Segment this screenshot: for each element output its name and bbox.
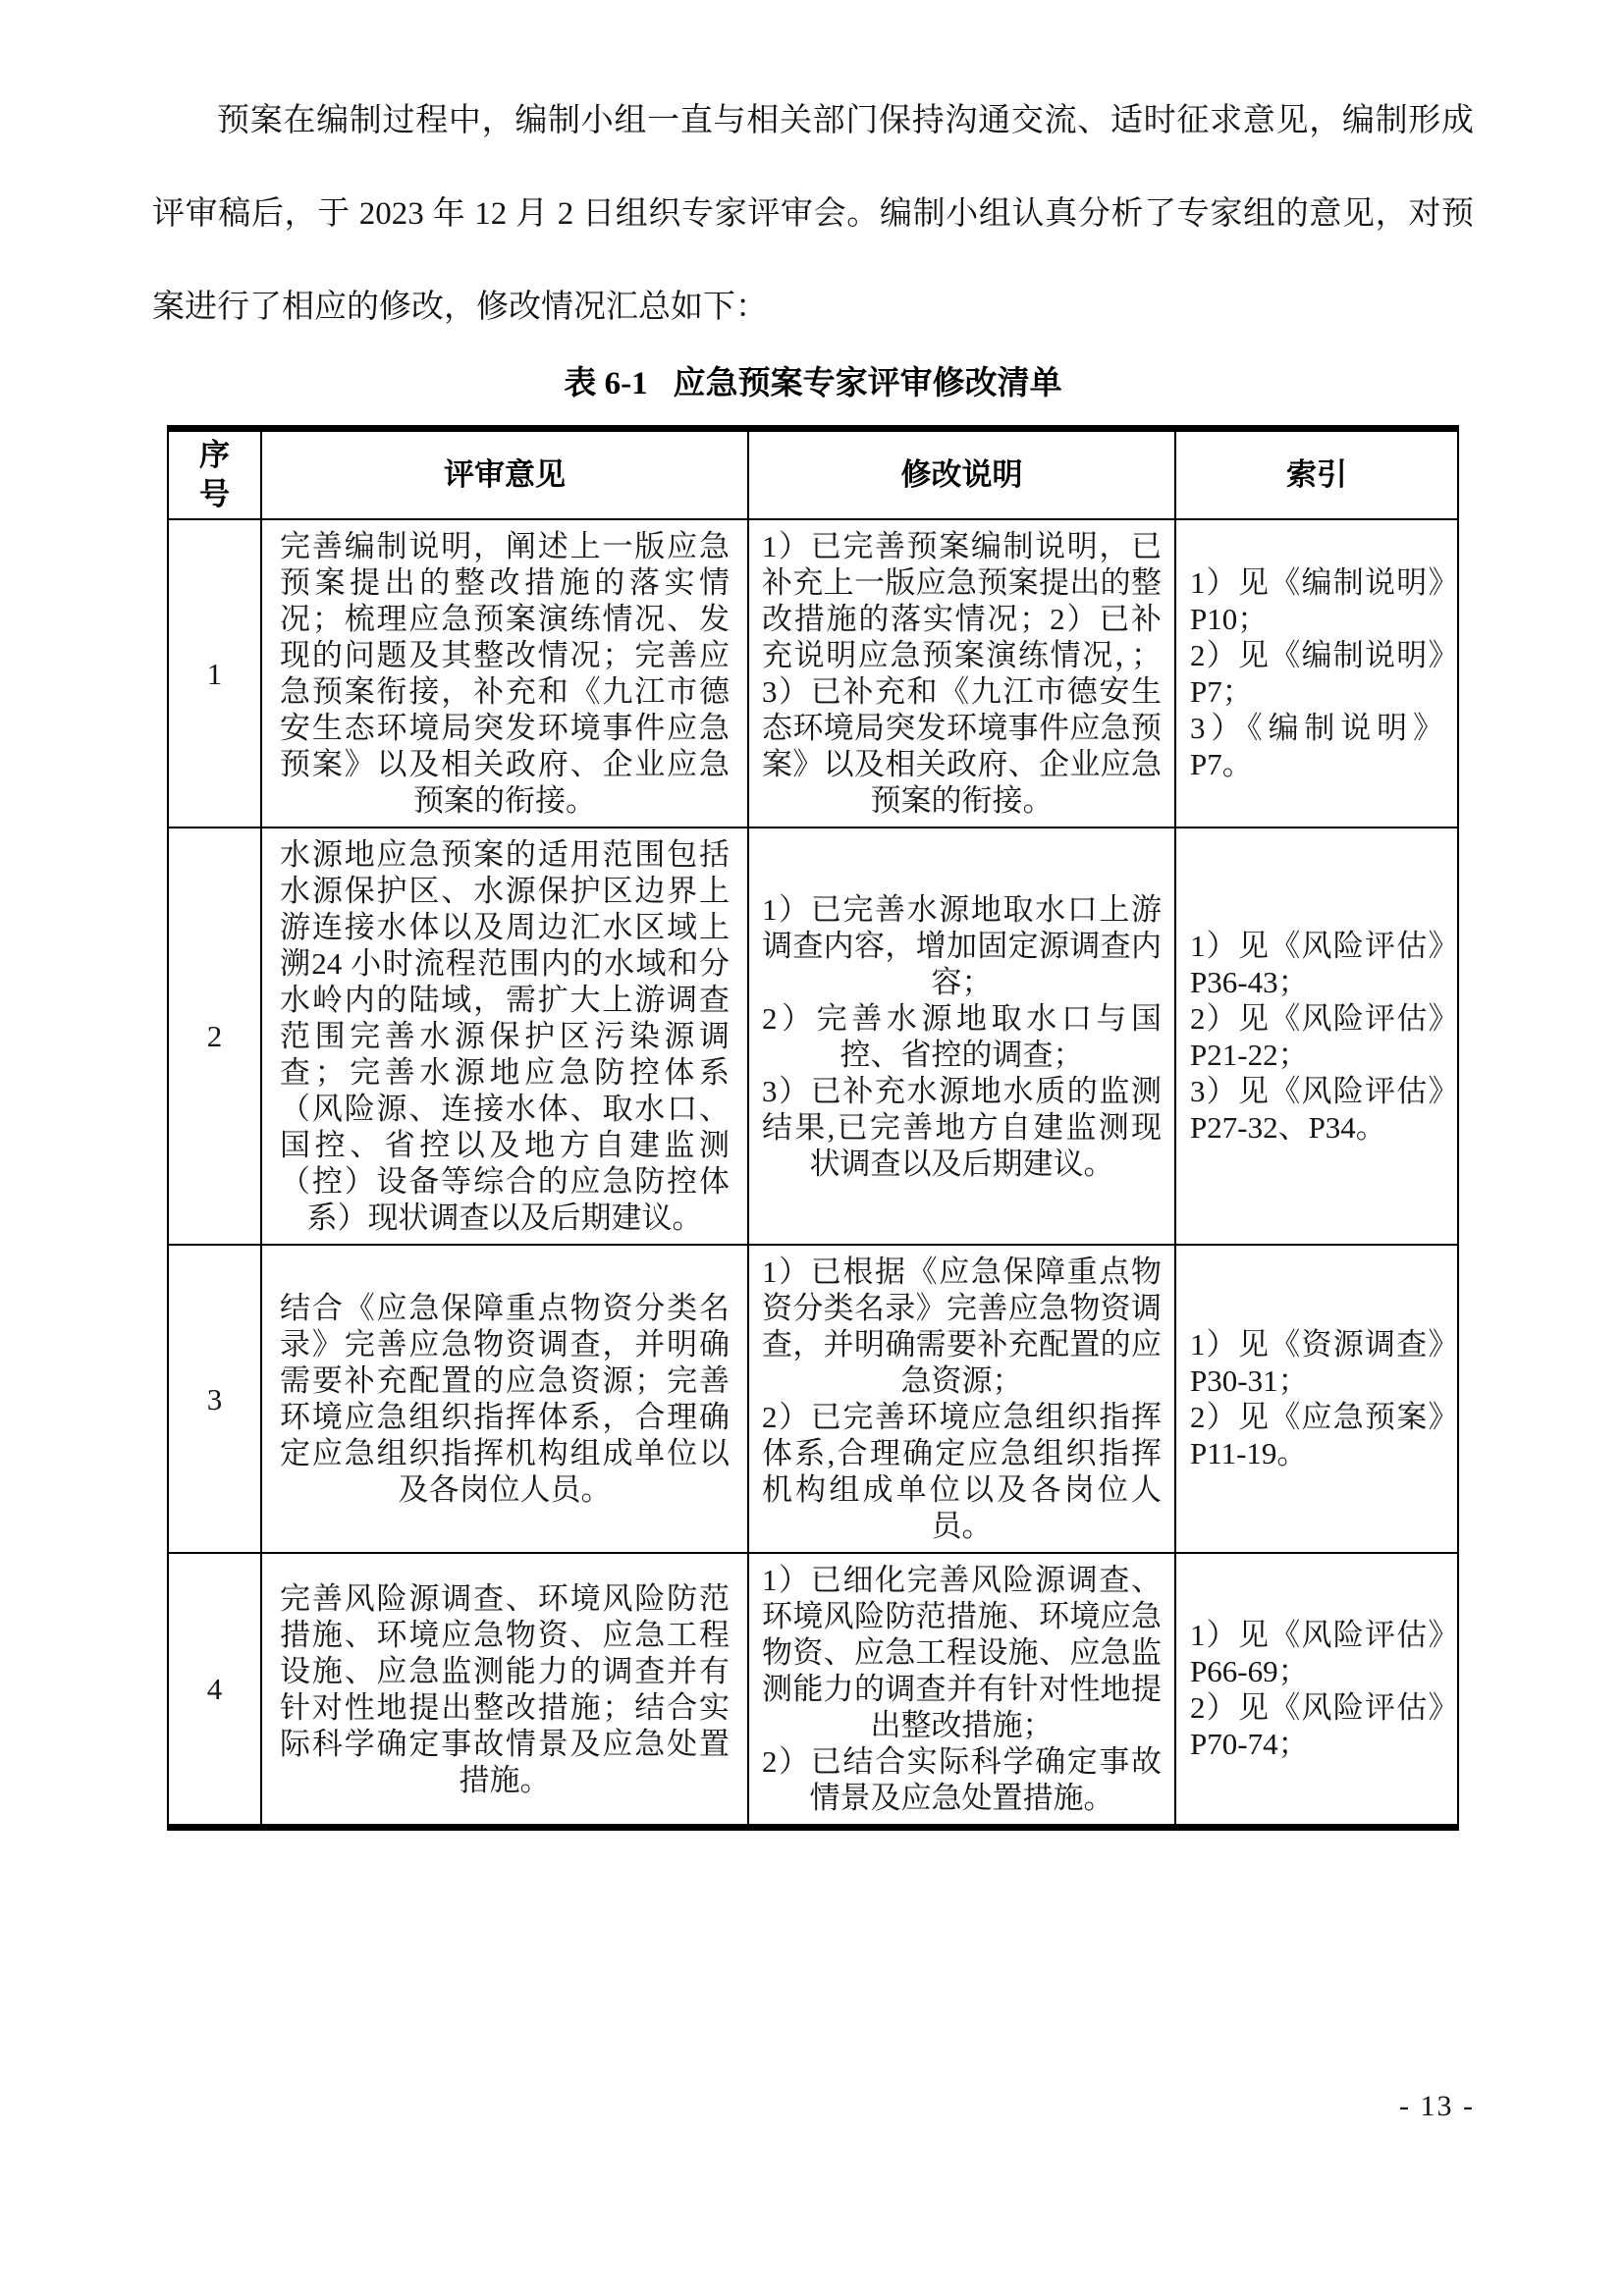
cell-paragraph: 1）见《风险评估》P36-43； — [1190, 928, 1443, 999]
cell-paragraph: 2 — [206, 1019, 223, 1053]
cell-paragraph: 1 — [206, 656, 223, 691]
cell-row-number — [168, 1553, 261, 1828]
cell-paragraph: 完善风险源调查、环境风险防范措施、环境应急物资、应急工程设施、应急监测能力的调查并有针对性地提出整改措施；结合实际科学确定事故情景及应急处置措施。 — [280, 1580, 730, 1797]
cell-row-number — [168, 828, 261, 1245]
table-caption-label: 表 6-1 — [564, 366, 648, 401]
cell-paragraph: 1）见《风险评估》P66-69； — [1190, 1617, 1443, 1688]
cell-paragraph: 1）已根据《应急保障重点物资分类名录》完善应急物资调查，并明确需要补充配置的应急资源； — [762, 1255, 1162, 1398]
cell-index — [1175, 1553, 1458, 1828]
table-caption — [152, 362, 1474, 405]
page-number: - 13 - — [1399, 2090, 1475, 2122]
cell-paragraph: 2）完善水源地取水口与国控、省控的调查； — [762, 1000, 1162, 1072]
table-header-row — [168, 429, 1458, 520]
cell-paragraph: 2）见《风险评估》P70-74； — [1190, 1689, 1443, 1761]
table-row — [168, 1553, 1458, 1828]
cell-opinion — [261, 1245, 748, 1553]
cell-row-number — [168, 519, 261, 828]
table-row — [168, 1245, 1458, 1553]
cell-index — [1175, 828, 1458, 1245]
column-header-opinion: 评审意见 — [261, 429, 748, 520]
cell-paragraph: 4 — [206, 1672, 223, 1706]
review-table — [167, 425, 1459, 1831]
column-header-index: 索引 — [1175, 429, 1458, 520]
table-row — [168, 519, 1458, 828]
cell-paragraph: 完善编制说明，阐述上一版应急预案提出的整改措施的落实情况；梳理应急预案演练情况、发现的问题及其整改情况；完善应急预案衔接，补充和《九江市德安生态环境局突发环境事件应急预案》以及相关政府、企业应急预案的衔接。 — [280, 529, 730, 818]
intro-paragraph: 预案在编制过程中，编制小组一直与相关部门保持沟通交流、适时征求意见，编制形成评审稿后，于 2023 年 12 月 2 日组织专家评审会。编制小组认真分析了专家组的意见，对预案进行了相应的修改，修改情况汇总如下： — [152, 103, 1474, 325]
column-header-no: 序号 — [168, 429, 261, 520]
cell-opinion — [261, 1553, 748, 1828]
column-header-modification: 修改说明 — [748, 429, 1175, 520]
cell-paragraph: 1）已完善水源地取水口上游调查内容，增加固定源调查内容； — [762, 891, 1162, 999]
cell-paragraph: 2）已结合实际科学确定事故情景及应急处置措施。 — [762, 1744, 1162, 1815]
cell-paragraph: 3 — [206, 1381, 223, 1416]
cell-opinion — [261, 519, 748, 828]
table-row — [168, 828, 1458, 1245]
cell-opinion — [261, 828, 748, 1245]
cell-paragraph: 2）见《编制说明》P7； — [1190, 638, 1443, 709]
table-caption-title: 应急预案专家评审修改清单 — [673, 366, 1062, 401]
cell-paragraph: 1）见《资源调查》P30-31； — [1190, 1327, 1443, 1398]
cell-paragraph: 1）见《编制说明》P10； — [1190, 565, 1443, 636]
cell-modification — [748, 1553, 1175, 1828]
cell-paragraph: 2）已完善环境应急组织指挥体系,合理确定应急组织指挥机构组成单位以及各岗位人员。 — [762, 1400, 1162, 1543]
cell-modification — [748, 828, 1175, 1245]
cell-paragraph: 1）已完善预案编制说明，已补充上一版应急预案提出的整改措施的落实情况；2）已补充说明应急预案演练情况，；3）已补充和《九江市德安生态环境局突发环境事件应急预案》以及相关政府、企业应急预案的衔接。 — [762, 529, 1162, 818]
cell-modification — [748, 1245, 1175, 1553]
cell-paragraph: 2）见《风险评估》P21-22； — [1190, 1000, 1443, 1072]
cell-paragraph: 2）见《应急预案》P11-19。 — [1190, 1400, 1443, 1470]
cell-modification — [748, 519, 1175, 828]
cell-index — [1175, 519, 1458, 828]
page-content — [152, 75, 1474, 1831]
cell-paragraph: 水源地应急预案的适用范围包括水源保护区、水源保护区边界上游连接水体以及周边汇水区域上溯24 小时流程范围内的水域和分水岭内的陆域，需扩大上游调查范围完善水源保护区污染源调查；完善水源地应急防控体系（风险源、连接水体、取水口、国控、省控以及地方自建监测（控）设备等综合的应急防控体系）现状调查以及后期建议。 — [280, 837, 730, 1235]
cell-index — [1175, 1245, 1458, 1553]
cell-paragraph: 结合《应急保障重点物资分类名录》完善应急物资调查，并明确需要补充配置的应急资源；完善环境应急组织指挥体系，合理确定应急组织指挥机构组成单位以及各岗位人员。 — [280, 1291, 730, 1507]
cell-row-number — [168, 1245, 261, 1553]
cell-paragraph: 3）见《风险评估》P27-32、P34。 — [1190, 1073, 1443, 1145]
cell-paragraph: 3）《编制说明》P7。 — [1190, 711, 1443, 781]
cell-paragraph: 3）已补充水源地水质的监测结果,已完善地方自建监测现状调查以及后期建议。 — [762, 1073, 1162, 1181]
cell-paragraph: 1）已细化完善风险源调查、环境风险防范措施、环境应急物资、应急工程设施、应急监测能力的调查并有针对性地提出整改措施； — [762, 1563, 1162, 1742]
